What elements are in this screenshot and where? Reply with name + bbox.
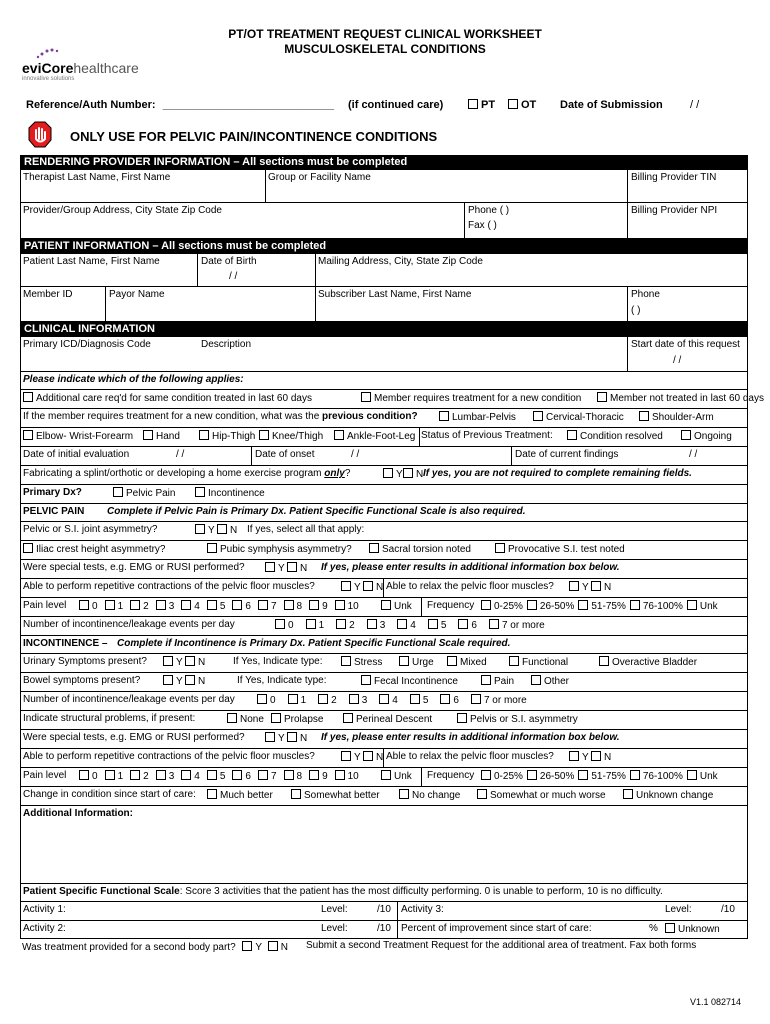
activity1-field[interactable]: Activity 1: [23,904,66,915]
shoulder-checkbox[interactable] [639,411,649,421]
pelvic-pain-checkbox[interactable] [113,487,123,497]
pelvic-pain-level-checkbox[interactable] [156,600,166,610]
payor-name-field[interactable]: Payor Name [109,289,165,300]
primary-dx-row: Primary Dx? Pelvic Pain Incontinence [20,485,748,504]
incont-pain-scale [79,770,366,782]
patient-row-2: Member ID Payor Name Subscriber Last Name, First Name Phone ( ) [20,287,748,322]
cervical-checkbox[interactable] [533,411,543,421]
second-note: Submit a second Treatment Request for the additional area of treatment. Fax both forms [306,940,697,951]
ongoing-checkbox[interactable] [681,430,691,440]
dob-field[interactable]: Date of Birth [201,256,257,267]
incont-frequency-checkbox[interactable] [630,770,640,780]
pelvic-pain-level-checkbox[interactable] [335,600,345,610]
incont-pain-level-option[interactable]: 4 [181,771,200,782]
asymmetry-row: Pelvic or S.I. joint asymmetry? Y N If yes, select all that apply: [20,522,748,541]
incont-frequency-option[interactable]: 26-50% [527,771,574,782]
psfs-row: Patient Specific Functional Scale: Score 3 activities that the patient has the most difficulty performing. 0 is unable to perform, 10 is no difficulty. [20,884,748,902]
pelvic-events-options: 0 1 2 3 4 5 6 7 or more [275,619,545,631]
incont-pain-level-option[interactable]: 2 [130,771,149,782]
incont-special-no-checkbox[interactable] [287,732,297,742]
patient-row-1: Patient Last Name, First Name Date of Birth / / Mailing Address, City, State Zip Code [20,254,748,287]
incont-pain-level-checkbox[interactable] [156,770,166,780]
pelvic-relax-no-checkbox[interactable] [591,581,601,591]
pelvic-frequency-option[interactable]: 51-75% [578,601,625,612]
pelvic-special-tests-row: Were special tests, e.g. EMG or RUSI performed? Y N If yes, please enter results in additional information box below. [20,560,748,579]
incont-events-option[interactable]: 4 [379,695,398,706]
incont-pain-level-checkbox[interactable] [258,770,268,780]
patient-name-field[interactable]: Patient Last Name, First Name [23,256,160,267]
second-body-part-row: Was treatment provided for a second body part? Y N [22,942,288,953]
asym-no-checkbox[interactable] [217,524,227,534]
pelvic-special-no-checkbox[interactable] [287,562,297,572]
bowel-row: Bowel symptoms present? Y N If Yes, Indicate type: Fecal Incontinence Pain Other [20,673,748,692]
splint-yes-checkbox[interactable] [383,468,393,478]
provider-address-field[interactable]: Provider/Group Address, City State Zip Code [23,205,222,216]
incont-pain-level-option[interactable]: 3 [156,771,175,782]
clinical-info-header: CLINICAL INFORMATION [20,322,748,337]
bowel-no-checkbox[interactable] [185,675,195,685]
other-checkbox[interactable] [531,675,541,685]
form-subtitle: MUSCULOSKELETAL CONDITIONS [284,42,486,56]
pelvic-frequency-option[interactable]: 26-50% [527,601,574,612]
incont-events-row: Number of incontinence/leakage events per day 0 1 2 3 4 5 6 7 or more [20,692,748,711]
not-treated-checkbox[interactable] [597,392,607,402]
incont-pain-unk-checkbox[interactable] [381,770,391,780]
urge-checkbox[interactable] [399,656,409,666]
pelvic-events-option[interactable]: 0 [275,620,294,631]
icd-code-field[interactable]: Primary ICD/Diagnosis Code [23,339,151,350]
therapist-name-field[interactable]: Therapist Last Name, First Name [23,172,171,183]
incont-header-row [20,636,748,654]
incont-frequency-option[interactable]: 76-100% [630,771,683,782]
pelvic-events-option[interactable]: 3 [367,620,386,631]
incont-pain-level-option[interactable]: 8 [284,771,303,782]
new-condition-checkbox[interactable] [361,392,371,402]
pelvic-frequency-option[interactable]: Unk [687,601,718,612]
pubic-checkbox[interactable] [207,543,217,553]
provider-row-2 [20,203,748,239]
incont-events-option[interactable]: 6 [440,695,459,706]
incont-rep-yes-checkbox[interactable] [341,751,351,761]
incont-events-option[interactable]: 2 [318,695,337,706]
stop-hand-icon [28,121,52,149]
hand-checkbox[interactable] [143,430,153,440]
pelvic-pain-level-option[interactable]: 2 [130,601,149,612]
provider-phone-field[interactable]: Phone ( ) [468,205,510,216]
structural-none-checkbox[interactable] [227,713,237,723]
date-of-submission-label: Date of Submission [560,99,663,111]
incont-pain-level-checkbox[interactable] [335,770,345,780]
incont-pain-level-checkbox[interactable] [207,770,217,780]
applies-row [20,372,748,390]
applies-label: Please indicate which of the following applies: [23,374,244,385]
incont-pain-level-option[interactable]: 9 [309,771,328,782]
knee-checkbox[interactable] [259,430,269,440]
reference-field[interactable]: ____________________________ [162,99,334,111]
additional-care-checkbox[interactable] [23,392,33,402]
pelvic-pain-level-checkbox[interactable] [258,600,268,610]
lumbar-checkbox[interactable] [439,411,449,421]
form-title: PT/OT TREATMENT REQUEST CLINICAL WORKSHEET [228,27,542,41]
incont-events-checkbox[interactable] [349,694,359,704]
somewhat-better-checkbox[interactable] [291,789,301,799]
start-date-field[interactable]: Start date of this request [631,339,740,350]
incont-events-checkbox[interactable] [410,694,420,704]
incont-special-yes-checkbox[interactable] [265,732,275,742]
incont-events-option[interactable]: 1 [288,695,307,706]
pelvis-asym-checkbox[interactable] [457,713,467,723]
perineal-checkbox[interactable] [343,713,353,723]
pt-checkbox[interactable] [468,99,478,109]
pelvic-frequency-checkbox[interactable] [630,600,640,610]
incontinence-header: INCONTINENCE – [23,638,108,649]
reference-label: Reference/Auth Number: [26,99,156,111]
incont-frequency-checkbox[interactable] [578,770,588,780]
pelvic-frequency-checkbox[interactable] [481,600,491,610]
pelvic-pain-scale [79,600,366,612]
incont-frequency-checkbox[interactable] [481,770,491,780]
incont-contraction-row: Able to perform repetitive contractions of the pelvic floor muscles? Y N Able to relax the pelvic floor muscles? Y N [20,749,748,768]
date-onset-field[interactable]: Date of onset [255,449,315,460]
mixed-checkbox[interactable] [447,656,457,666]
pelvic-events-checkbox[interactable] [458,619,468,629]
incont-pain-level-option[interactable]: 0 [79,771,98,782]
pelvic-events-option[interactable]: 4 [397,620,416,631]
incont-pain-level-checkbox[interactable] [79,770,89,780]
second-no-checkbox[interactable] [268,941,278,951]
incont-events-checkbox[interactable] [379,694,389,704]
incont-rep-no-checkbox[interactable] [363,751,373,761]
incont-special-tests-row: Were special tests, e.g. EMG or RUSI performed? Y N If yes, please enter results in additional information box below. [20,730,748,749]
much-better-checkbox[interactable] [207,789,217,799]
incont-pain-level-option[interactable]: 10 [335,771,359,782]
ot-checkbox[interactable] [508,99,518,109]
pelvic-events-option[interactable]: 6 [458,620,477,631]
splint-no-checkbox[interactable] [403,468,413,478]
incont-pain-level-checkbox[interactable] [181,770,191,780]
continued-care-label: (if continued care) [348,99,444,111]
pelvic-header-row [20,504,748,522]
primary-dx-label: Primary Dx? [23,487,82,498]
pelvic-pain-level-option[interactable]: 10 [335,601,359,612]
splint-row: Fabricating a splint/orthotic or developing a home exercise program only? Y N If yes, you are not required to complete remaining fields. [20,466,748,485]
pain-checkbox[interactable] [481,675,491,685]
incont-relax-no-checkbox[interactable] [591,751,601,761]
member-id-field[interactable]: Member ID [23,289,73,300]
billing-npi-field[interactable]: Billing Provider NPI [631,205,718,216]
date-current-findings-field[interactable]: Date of current findings [515,449,619,460]
additional-info-label: Additional Information: [23,808,133,819]
or-more-checkbox[interactable] [489,619,499,629]
or-more-checkbox[interactable] [471,694,481,704]
prolapse-checkbox[interactable] [271,713,281,723]
pelvic-pain-level-option[interactable]: 5 [207,601,226,612]
pelvic-events-checkbox[interactable] [306,619,316,629]
functional-checkbox[interactable] [509,656,519,666]
pelvic-pain-level-checkbox[interactable] [284,600,294,610]
incont-events-checkbox[interactable] [288,694,298,704]
logo-tagline: innovative solutions [22,76,75,82]
incont-frequency-options [481,770,722,782]
rendering-provider-header: RENDERING PROVIDER INFORMATION – All sections must be completed [20,155,748,170]
pelvic-frequency-option[interactable]: 0-25% [481,601,523,612]
incont-pain-level-checkbox[interactable] [105,770,115,780]
clinical-row-icd: Primary ICD/Diagnosis Code Description Start date of this request / / [20,337,748,372]
subscriber-name-field[interactable]: Subscriber Last Name, First Name [318,289,472,300]
incont-frequency-option[interactable]: 0-25% [481,771,523,782]
asymmetry-types-row: Iliac crest height asymmetry? Pubic symphysis asymmetry? Sacral torsion noted Provocative S.I. test noted [20,541,748,560]
unknown-change-checkbox[interactable] [623,789,633,799]
pelvic-events-row: Number of incontinence/leakage events per day 0 1 2 3 4 5 6 7 or more [20,617,748,636]
patient-phone-field[interactable]: Phone [631,289,660,300]
stress-checkbox[interactable] [341,656,351,666]
incont-frequency-checkbox[interactable] [687,770,697,780]
pelvic-rep-no-checkbox[interactable] [363,581,373,591]
pelvic-pain-level-option[interactable]: 7 [258,601,277,612]
logo-suffix: healthcare [73,60,139,76]
hip-checkbox[interactable] [199,430,209,440]
pelvic-pain-level-option[interactable]: 4 [181,601,200,612]
status-previous-label: Status of Previous Treatment: [421,430,553,441]
pelvic-events-checkbox[interactable] [428,619,438,629]
pelvic-pain-level-option[interactable]: 0 [79,601,98,612]
pelvic-rep-yes-checkbox[interactable] [341,581,351,591]
elbow-checkbox[interactable] [23,430,33,440]
activity2-field[interactable]: Activity 2: [23,923,66,934]
dates-row: Date of initial evaluation / / Date of onset / / Date of current findings / / [20,447,748,466]
pelvic-pain-header: PELVIC PAIN [23,506,85,517]
asymmetry-label: Pelvic or S.I. joint asymmetry? [23,524,158,535]
urinary-yes-checkbox[interactable] [163,656,173,666]
pelvic-pain-level-row: Pain level 0 1 2 3 4 5 6 7 8 9 10 Unk Frequency 0-25% 26-50% 51-75% 76-100% Unk [20,598,748,617]
percent-unknown-checkbox[interactable] [665,923,675,933]
structural-row: Indicate structural problems, if present: None Prolapse Perineal Descent Pelvis or S.I. asymmetry [20,711,748,730]
bowel-yes-checkbox[interactable] [163,675,173,685]
only-use-title: ONLY USE FOR PELVIC PAIN/INCONTINENCE CONDITIONS [70,129,438,144]
pelvic-pain-level-option[interactable]: 8 [284,601,303,612]
iliac-checkbox[interactable] [23,543,33,553]
incont-events-option[interactable]: 0 [257,695,276,706]
version-label: V1.1 082714 [690,997,742,1007]
incontinence-checkbox[interactable] [195,487,205,497]
body-part-row: Elbow- Wrist-Forearm Hand Hip-Thigh Knee/Thigh Ankle-Foot-Leg Status of Previous Treatment: Condition resolved Ongoing [20,428,748,447]
pelvic-frequency-option[interactable]: 76-100% [630,601,683,612]
overactive-checkbox[interactable] [599,656,609,666]
provider-row-1 [20,170,748,203]
incont-events-checkbox[interactable] [318,694,328,704]
incont-pain-level-option[interactable]: 1 [105,771,124,782]
description-field[interactable]: Description [201,339,252,350]
pelvic-pain-level-checkbox[interactable] [130,600,140,610]
pelvic-pain-level-option[interactable]: 9 [309,601,328,612]
pelvic-contraction-row: Able to perform repetitive contractions of the pelvic floor muscles? Y N Able to relax the pelvic floor muscles? Y N [20,579,748,598]
date-initial-eval-field[interactable]: Date of initial evaluation [23,449,130,460]
incont-pain-level-checkbox[interactable] [309,770,319,780]
pelvic-events-checkbox[interactable] [275,619,285,629]
pelvic-pain-level-option[interactable]: 3 [156,601,175,612]
pelvic-frequency-checkbox[interactable] [578,600,588,610]
pelvic-frequency-options [481,600,722,612]
mailing-address-field[interactable]: Mailing Address, City, State Zip Code [318,256,483,267]
asym-yes-checkbox[interactable] [195,524,205,534]
splint-note: If yes, you are not required to complete remaining fields. [423,468,692,479]
incont-events-option[interactable]: 5 [410,695,429,706]
pelvic-special-yes-checkbox[interactable] [265,562,275,572]
incont-pain-level-checkbox[interactable] [232,770,242,780]
condition-resolved-checkbox[interactable] [567,430,577,440]
billing-tin-field[interactable]: Billing Provider TIN [631,172,717,183]
urinary-row: Urinary Symptoms present? Y N If Yes, Indicate type: Stress Urge Mixed Functional Overactive Bladder [20,654,748,673]
pelvic-pain-level-checkbox[interactable] [105,600,115,610]
pelvic-pain-level-checkbox[interactable] [181,600,191,610]
pelvic-pain-level-checkbox[interactable] [207,600,217,610]
pelvic-pain-level-checkbox[interactable] [309,600,319,610]
activity-row-2: Activity 2: Level: /10 Percent of improvement since start of care: % Unknown [20,921,748,939]
pelvic-events-option[interactable]: 5 [428,620,447,631]
logo-dots-icon [22,46,62,60]
incont-pain-level-option[interactable]: 5 [207,771,226,782]
incont-events-options: 0 1 2 3 4 5 6 7 or more [257,694,527,706]
pelvic-pain-note: Complete if Pelvic Pain is Primary Dx. Patient Specific Functional Scale is also required. [107,506,526,517]
pelvic-events-checkbox[interactable] [336,619,346,629]
additional-info-box[interactable] [20,806,748,884]
worse-checkbox[interactable] [477,789,487,799]
sacral-checkbox[interactable] [369,543,379,553]
previous-condition-row: If the member requires treatment for a new condition, what was the previous condition? Lumbar-Pelvis Cervical-Thoracic Shoulder-Arm [20,409,748,428]
incont-pain-level-checkbox[interactable] [130,770,140,780]
incont-events-checkbox[interactable] [257,694,267,704]
activity-row-1: Activity 1: Level: /10 Activity 3: Level: /10 [20,902,748,921]
group-name-field[interactable]: Group or Facility Name [268,172,371,183]
pelvic-frequency-checkbox[interactable] [527,600,537,610]
pelvic-pain-level-option[interactable]: 6 [232,601,251,612]
incont-relax-yes-checkbox[interactable] [569,751,579,761]
reference-line: Reference/Auth Number: ____________________________ (if continued care) PT OT Date of Submission / / [26,99,700,111]
pelvic-events-option[interactable]: 2 [336,620,355,631]
second-yes-checkbox[interactable] [242,941,252,951]
incont-frequency-checkbox[interactable] [527,770,537,780]
urinary-no-checkbox[interactable] [185,656,195,666]
incont-events-option[interactable]: 3 [349,695,368,706]
incont-frequency-option[interactable]: Unk [687,771,718,782]
pelvic-pain-unk-checkbox[interactable] [381,600,391,610]
incontinence-note: Complete if Incontinence is Primary Dx. Patient Specific Functional Scale required. [117,638,511,649]
incont-events-checkbox[interactable] [440,694,450,704]
applies-options-row: Additional care req'd for same condition treated in last 60 days Member requires treatment for a new condition Member not treated in last 60 days [20,390,748,409]
pelvic-pain-level-checkbox[interactable] [232,600,242,610]
fecal-checkbox[interactable] [361,675,371,685]
logo-name: eviCore [22,60,74,76]
ankle-checkbox[interactable] [334,430,344,440]
incont-pain-level-option[interactable]: 6 [232,771,251,782]
incont-pain-level-row: Pain level 0 1 2 3 4 5 6 7 8 9 10 Unk Frequency 0-25% 26-50% 51-75% 76-100% Unk [20,768,748,787]
incont-frequency-option[interactable]: 51-75% [578,771,625,782]
incont-pain-level-option[interactable]: 7 [258,771,277,782]
pelvic-pain-level-checkbox[interactable] [79,600,89,610]
pelvic-events-option[interactable]: 1 [306,620,325,631]
pelvic-relax-yes-checkbox[interactable] [569,581,579,591]
incont-pain-level-checkbox[interactable] [284,770,294,780]
no-change-checkbox[interactable] [399,789,409,799]
activity3-field[interactable]: Activity 3: [401,904,444,915]
pelvic-events-checkbox[interactable] [367,619,377,629]
provocative-checkbox[interactable] [495,543,505,553]
pelvic-pain-level-option[interactable]: 1 [105,601,124,612]
pelvic-events-checkbox[interactable] [397,619,407,629]
provider-fax-field[interactable]: Fax ( ) [468,220,497,231]
pelvic-frequency-checkbox[interactable] [687,600,697,610]
patient-info-header: PATIENT INFORMATION – All sections must be completed [20,239,748,254]
change-row: Change in condition since start of care: Much better Somewhat better No change Somewhat or much worse Unknown change [20,787,748,806]
